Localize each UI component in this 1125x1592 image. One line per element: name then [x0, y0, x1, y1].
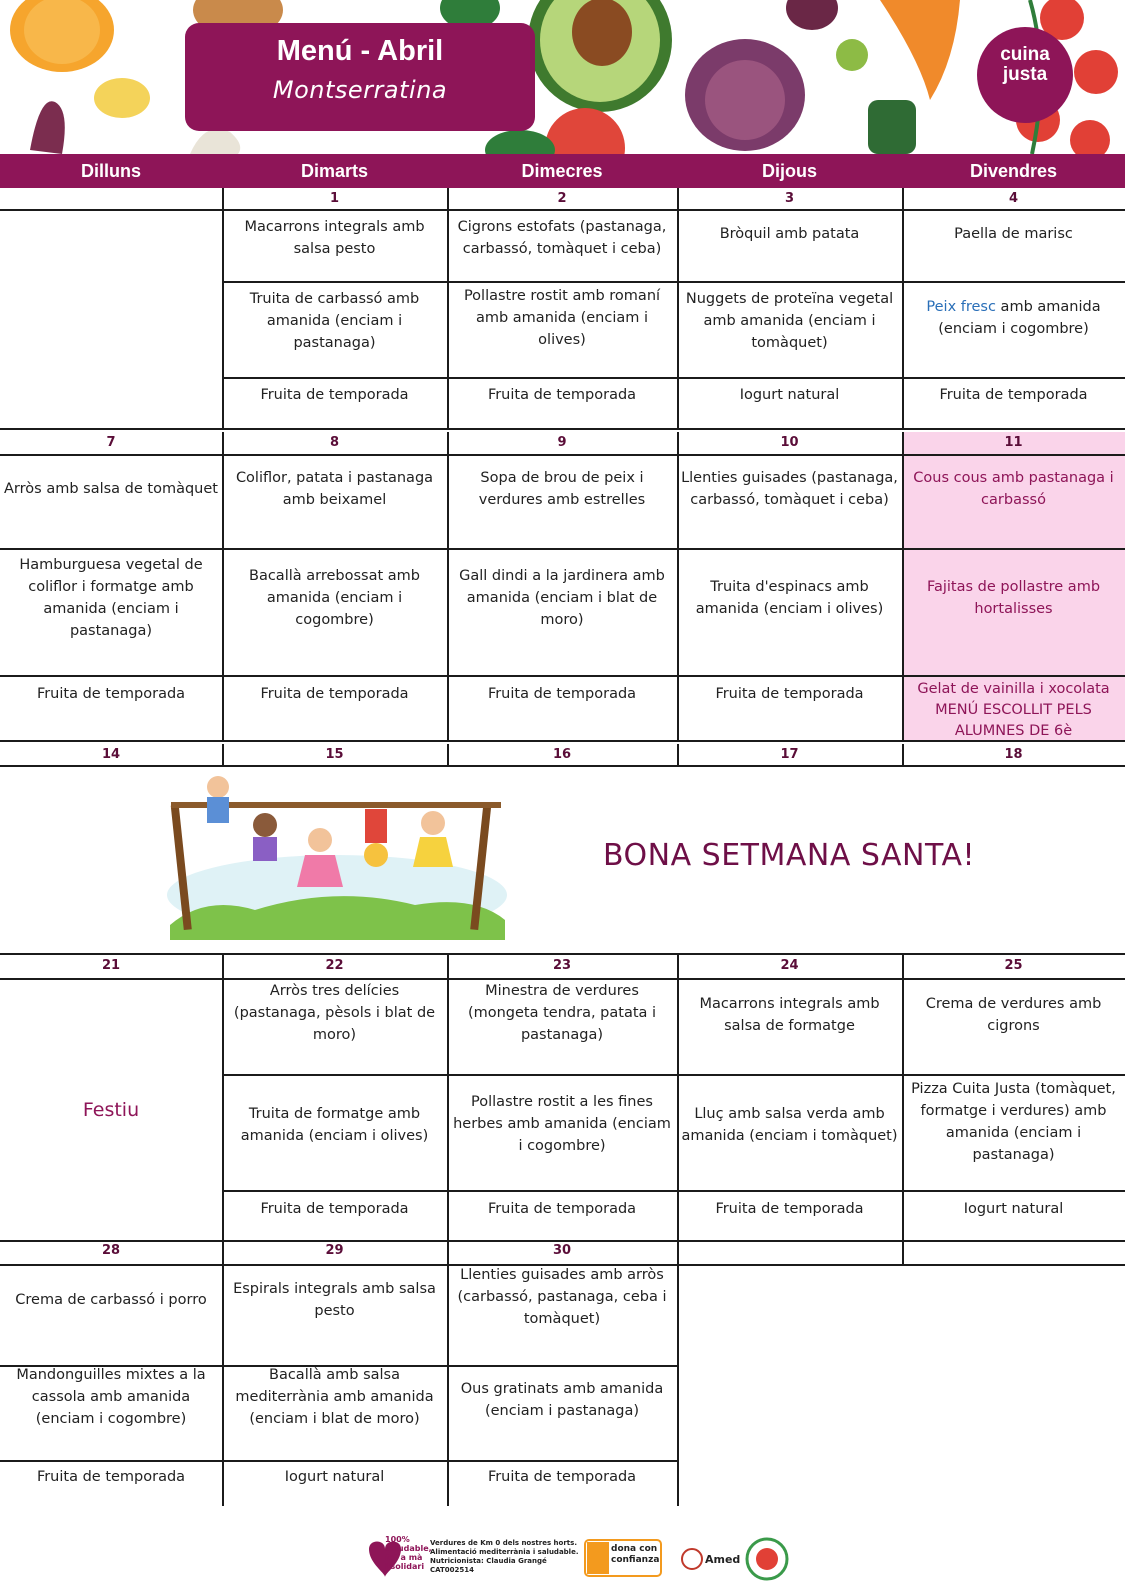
first-course: Crema de verdures amb cigrons	[925, 996, 1102, 1034]
weekday-header	[0, 154, 1125, 188]
page-title: Menú - Abril	[276, 35, 444, 67]
date-number: 22	[325, 958, 344, 973]
date-number: 8	[329, 435, 340, 450]
vegetables-illustration	[0, 0, 1125, 154]
first-course: Arròs amb salsa de tomàquet	[4, 481, 218, 497]
second-course: Mandonguilles mixtes a la cassola amb amanida (enciam i cogombre)	[16, 1367, 206, 1427]
first-course: Cigrons estofats (pastanaga, carbassó, tomàquet i ceba)	[457, 219, 667, 257]
dessert: Iogurt natural	[739, 387, 840, 403]
holiday-label: Festiu	[82, 1099, 140, 1121]
date-number: 16	[552, 747, 572, 762]
dessert: Fruita de temporada	[36, 1469, 186, 1485]
first-course: Macarrons integrals amb salsa de formatge	[699, 996, 880, 1034]
second-course: Lluç amb salsa verda amb amanida (enciam i tomàquet)	[681, 1106, 898, 1144]
first-course: Llenties guisades (pastanaga, carbassó, tomàquet i ceba)	[681, 470, 898, 508]
first-course: Coliflor, patata i pastanaga amb beixamel	[235, 470, 434, 508]
date-number: 10	[780, 435, 799, 450]
day-label: Dijous	[761, 161, 817, 181]
header-banner	[0, 0, 1125, 154]
first-course: Sopa de brou de peix i verdures amb estrelles	[478, 470, 646, 508]
first-course: Paella de marisc	[954, 226, 1073, 242]
dessert: Fruita de temporada	[36, 686, 186, 702]
menu-title-box	[185, 23, 535, 131]
date-number: 9	[557, 435, 567, 450]
first-course: Bròquil amb patata	[719, 226, 860, 242]
holiday-banner: BONA SETMANA SANTA!	[603, 838, 976, 873]
dessert: Fruita de temporada	[487, 387, 637, 403]
date-number: 4	[1008, 191, 1019, 206]
first-course: Crema de carbassó i porro	[15, 1292, 207, 1308]
date-number: 30	[552, 1243, 572, 1258]
second-course: Truita de carbassó amb amanida (enciam i pastanaga)	[249, 291, 420, 351]
dessert: Fruita de temporada	[715, 686, 864, 702]
first-course: Espirals integrals amb salsa pesto	[233, 1281, 436, 1319]
second-course: Ous gratinats amb amanida (enciam i pastanaga)	[460, 1381, 664, 1419]
day-label: Dilluns	[80, 161, 141, 181]
second-course: Nuggets de proteïna vegetal amb amanida (enciam i tomàquet)	[685, 291, 894, 351]
second-course: Truita d'espinacs amb amanida (enciam i olives)	[695, 579, 884, 617]
footer-info: Verdures de Km 0 dels nostres horts. Alimentació mediterrània i saludable. Nutricionista: Claudia Grangé CAT002514	[430, 1539, 579, 1574]
first-course: Arròs tres delícies (pastanaga, pèsols i blat de moro)	[233, 983, 436, 1043]
special-dessert: Gelat de vainilla i xocolata MENÚ ESCOLLIT PELS ALUMNES DE 6è	[917, 681, 1110, 739]
second-course: Bacallà arrebossat amb amanida (enciam i cogombre)	[249, 568, 420, 628]
dessert: Fruita de temporada	[260, 1201, 409, 1217]
date-number: 7	[106, 435, 116, 450]
dessert: Iogurt natural	[284, 1469, 385, 1485]
day-label: Divendres	[969, 161, 1058, 181]
second-course: Fajitas de pollastre amb hortalisses	[926, 579, 1101, 617]
grid-line-vertical	[677, 1240, 679, 1506]
date-number: 24	[780, 958, 799, 973]
date-number: 2	[557, 191, 567, 206]
dessert: Fruita de temporada	[715, 1201, 864, 1217]
first-course: Macarrons integrals amb salsa pesto	[244, 219, 425, 257]
dessert: Fruita de temporada	[260, 387, 409, 403]
children-playing-illustration	[165, 775, 510, 940]
dessert: Fruita de temporada	[487, 686, 637, 702]
date-number: 14	[101, 747, 121, 762]
date-number: 28	[101, 1243, 121, 1258]
grid-line-vertical	[902, 1240, 904, 1264]
cuina-justa-logo: cuina justa	[977, 27, 1073, 123]
dessert: Fruita de temporada	[487, 1201, 637, 1217]
second-course: Pollastre rostit amb romaní amb amanida (enciam i olives)	[463, 288, 661, 348]
second-course: Peix fresc amb amanida (enciam i cogombre)	[926, 299, 1101, 337]
first-course: Llenties guisades amb arròs (carbassó, pastanaga, ceba i tomàquet)	[457, 1267, 667, 1327]
dessert: Fruita de temporada	[487, 1469, 637, 1485]
date-number: 29	[325, 1243, 344, 1258]
date-number: 15	[325, 747, 344, 762]
date-number: 17	[780, 747, 799, 762]
date-number: 25	[1004, 958, 1023, 973]
date-number: 3	[784, 191, 795, 206]
date-number: 18	[1004, 747, 1023, 762]
second-course: Truita de formatge amb amanida (enciam i olives)	[240, 1106, 429, 1144]
first-course: Minestra de verdures (mongeta tendra, patata i pastanaga)	[467, 983, 657, 1043]
second-course: Pollastre rostit a les fines herbes amb amanida (enciam i cogombre)	[453, 1094, 671, 1154]
school-name: Montserratina	[272, 76, 448, 104]
day-label: Dimecres	[521, 161, 603, 181]
badge-100-percent: 100% saludable, fet a mà i solidari	[385, 1535, 432, 1571]
dessert: Fruita de temporada	[939, 387, 1088, 403]
date-number: 23	[552, 958, 572, 973]
amed-logo: Amed	[705, 1553, 741, 1566]
footer-logos	[355, 1535, 795, 1585]
date-number: 21	[101, 958, 121, 973]
date-number: 11	[1004, 435, 1023, 450]
second-course: Bacallà amb salsa mediterrània amb amanida (enciam i blat de moro)	[235, 1367, 434, 1427]
date-number: 1	[329, 191, 340, 206]
dessert: Fruita de temporada	[260, 686, 409, 702]
second-course: Gall dindi a la jardinera amb amanida (enciam i blat de moro)	[459, 568, 665, 628]
grid-line-horizontal	[0, 428, 1125, 430]
dessert: Iogurt natural	[963, 1201, 1064, 1217]
dona-confianza-logo: dona con confianza	[611, 1544, 660, 1565]
first-course: Cous cous amb pastanaga i carbassó	[913, 470, 1114, 508]
day-label: Dimarts	[300, 161, 369, 181]
second-course: Hamburguesa vegetal de coliflor i formatge amb amanida (enciam i pastanaga)	[19, 557, 203, 639]
second-course: Pizza Cuita Justa (tomàquet, formatge i verdures) amb amanida (enciam i pastanaga)	[911, 1081, 1116, 1163]
